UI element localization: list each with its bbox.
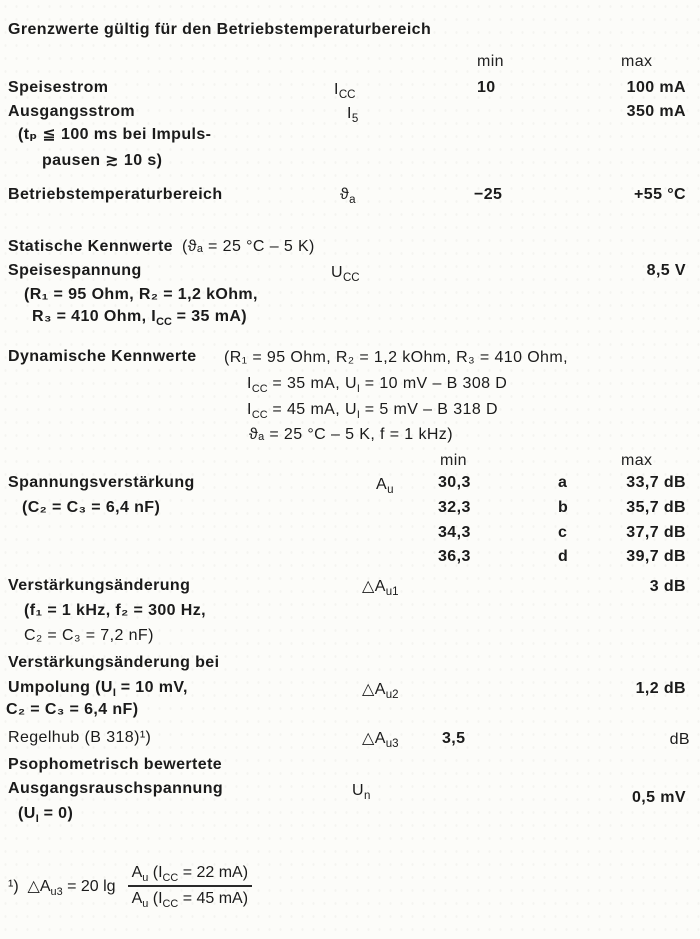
gain-change2-condition: C₂ = C₃ = 6,4 nF) — [6, 701, 139, 718]
gain-variant-b-max: 35,7 dB — [626, 499, 686, 516]
footnote-numerator: $A_u$ ($I_{CC} = 22$ mA) — [128, 864, 252, 887]
gain-variant-d-group: d — [558, 548, 569, 565]
ausgangsstrom-label: Ausgangsstrom — [8, 103, 135, 120]
gain-variant-a-group: a — [558, 474, 568, 491]
gain-change2-max: 1,2 dB — [635, 680, 686, 697]
speisespannung-symbol: $U_{CC}$ — [331, 264, 360, 285]
speisespannung-label: Speisespannung — [8, 262, 142, 279]
dynamisch-condition-3: $I_{CC} = 45$ mA, $U_I = 5$ mV – B 318 D — [247, 401, 498, 422]
gain-variant-c-max: 37,7 dB — [626, 524, 686, 541]
gain-change1-condition-2: C₂ = C₃ = 7,2 nF) — [24, 627, 154, 644]
footnote-prefix: ¹) $\triangle A_{u3} = 20$ lg — [8, 878, 116, 899]
speisestrom-label: Speisestrom — [8, 79, 109, 96]
regelhub-min: 3,5 — [442, 730, 466, 747]
temperatur-label: Betriebstemperaturbereich — [8, 186, 223, 203]
gain-change2-symbol: $\triangle A_{u2}$ — [362, 681, 399, 702]
gain-variant-a-min: 30,3 — [438, 474, 471, 491]
speisestrom-symbol: $I_{CC}$ — [334, 81, 356, 102]
doc-title: Grenzwerte gültig für den Betriebstemperaturbereich — [8, 21, 432, 38]
speisespannung-condition-2: R₃ = 410 Ohm, $I_{CC} = 35$ mA) — [32, 308, 248, 329]
gain-change2-label-1: Verstärkungsänderung bei — [8, 654, 220, 671]
ausgangsstrom-max: 350 mA — [626, 103, 686, 120]
noise-label-2: Ausgangsrauschspannung — [8, 780, 224, 797]
gain-condition: (C₂ = C₃ = 6,4 nF) — [22, 499, 161, 516]
noise-symbol: $U_n$ — [352, 782, 371, 803]
speisespannung-condition-1: (R₁ = 95 Ohm, R₂ = 1,2 kOhm, — [24, 286, 258, 303]
speisespannung-max: 8,5 V — [646, 262, 686, 279]
gain-label: Spannungsverstärkung — [8, 474, 195, 491]
statisch-heading-line — [8, 238, 315, 256]
gain-variant-d-max: 39,7 dB — [626, 548, 686, 565]
gain-change1-label: Verstärkungsänderung — [8, 577, 191, 594]
noise-label-1: Psophometrisch bewertete — [8, 756, 223, 773]
dynamisch-condition-2: $I_{CC} = 35$ mA, $U_I = 10$ mV – B 308 D — [247, 375, 508, 396]
temperatur-min: −25 — [474, 186, 503, 203]
gain-variant-d-min: 36,3 — [438, 548, 471, 565]
noise-max: 0,5 mV — [632, 789, 686, 806]
gain-change2-label-2: Umpolung ($U_I = 10$ mV, — [8, 679, 188, 700]
noise-condition: $(U_I = 0)$ — [18, 805, 74, 826]
speisestrom-min: 10 — [477, 79, 496, 96]
footnote-fraction — [128, 864, 252, 911]
regelhub-label: Regelhub (B 318)¹) — [8, 729, 152, 746]
dynamisch-condition-1: (R₁ = 95 Ohm, R₂ = 1,2 kOhm, R₃ = 410 Ohm, — [224, 349, 568, 366]
limits-col-max: max — [621, 53, 653, 70]
footnote-formula — [8, 864, 252, 911]
footnote-denominator: $A_u$ ($I_{CC} = 45$ mA) — [131, 890, 249, 911]
ausgangsstrom-symbol: $I_5$ — [347, 105, 359, 126]
dynamisch-col-max: max — [621, 452, 653, 469]
regelhub-unit: dB — [669, 731, 690, 748]
speisestrom-max: 100 mA — [626, 79, 686, 96]
gain-variant-c-group: c — [558, 524, 568, 541]
gain-symbol: $A_u$ — [376, 476, 394, 497]
limits-col-min: min — [477, 53, 504, 70]
gain-variant-a-max: 33,7 dB — [626, 474, 686, 491]
gain-change1-max: 3 dB — [649, 578, 686, 595]
gain-change1-symbol: $\triangle A_{u1}$ — [362, 578, 399, 599]
gain-change1-condition-1: (f₁ = 1 kHz, f₂ = 300 Hz, — [24, 602, 207, 619]
statisch-heading: Statische Kennwerte — [8, 238, 173, 255]
statisch-heading-condition: (ϑₐ = 25 °C – 5 K) — [181, 238, 315, 255]
gain-variant-b-group: b — [558, 499, 569, 516]
gain-variant-c-min: 34,3 — [438, 524, 471, 541]
dynamisch-col-min: min — [440, 452, 467, 469]
dynamisch-condition-4: ϑₐ = 25 °C – 5 K, f = 1 kHz) — [249, 426, 453, 443]
dynamisch-heading: Dynamische Kennwerte — [8, 348, 197, 365]
regelhub-symbol: $\triangle A_{u3}$ — [362, 730, 399, 751]
temperatur-symbol: $ϑ_a$ — [340, 186, 356, 207]
temperatur-max: +55 °C — [634, 186, 686, 203]
gain-variant-b-min: 32,3 — [438, 499, 471, 516]
ausgangsstrom-condition-2: pausen ≳ 10 s) — [42, 152, 163, 169]
ausgangsstrom-condition-1: (tₚ ≦ 100 ms bei Impuls- — [18, 126, 212, 143]
